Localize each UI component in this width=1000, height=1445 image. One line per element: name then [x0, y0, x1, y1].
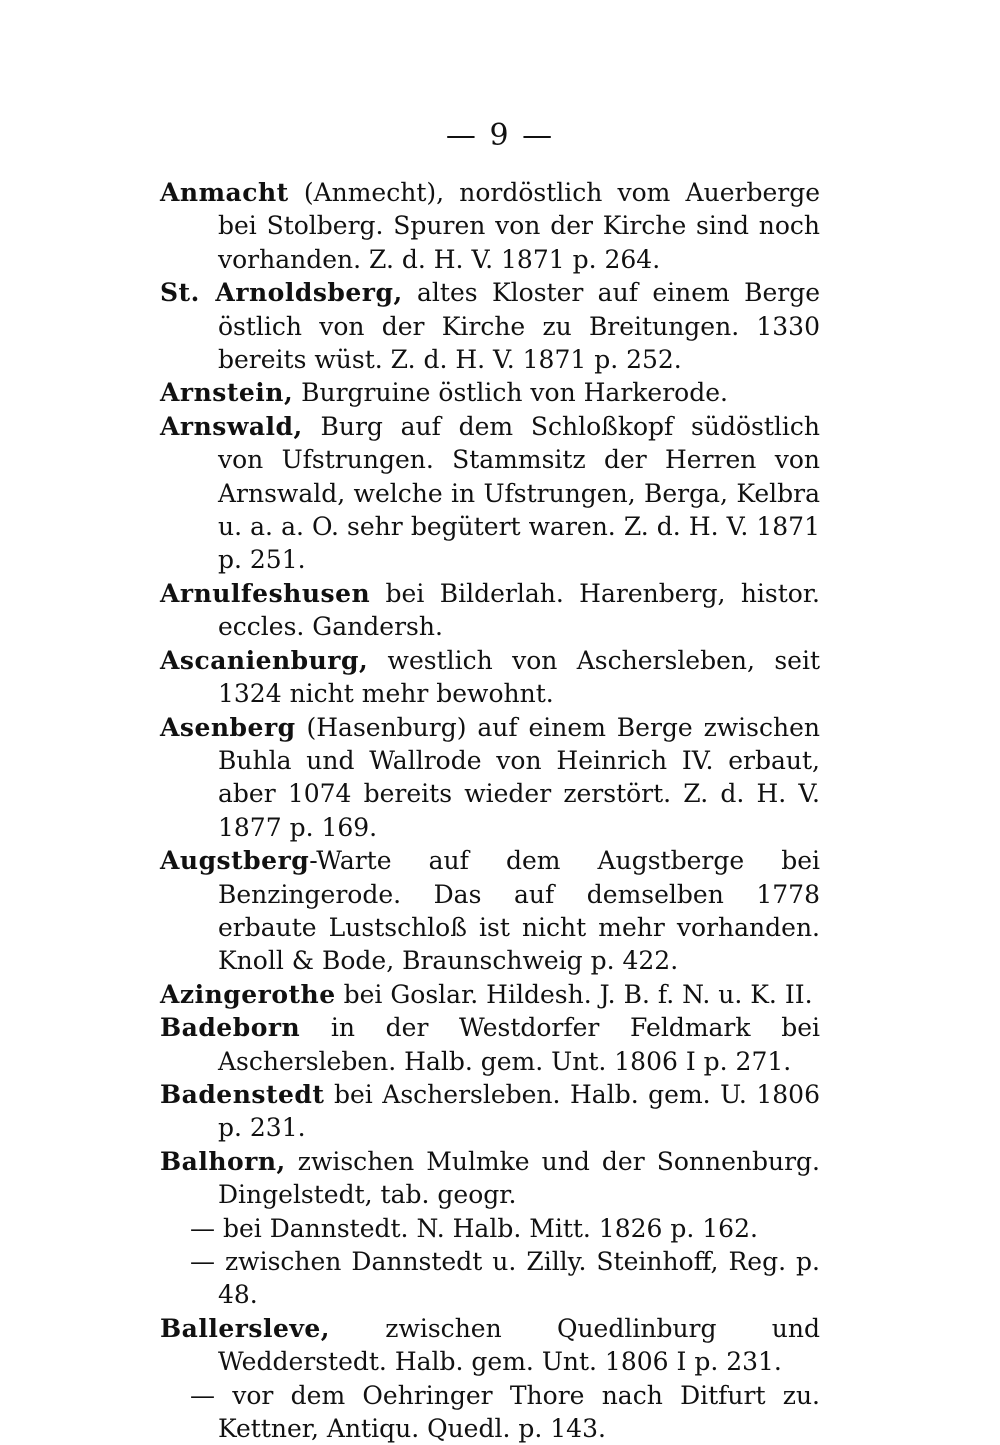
- entry-headword: Arnswald,: [160, 411, 303, 441]
- entry-azingerothe: [160, 978, 820, 1011]
- entry-text: zwischen Quedlinburg und Wedderstedt. Halb. gem. Unt. 1806 I p. 231.: [218, 1313, 820, 1377]
- entry-text: -Warte auf dem Augstberge bei Benzingerode. Das auf demselben 1778 erbaute Lustschloß ist nicht mehr vorhanden. Knoll & Bode, Braunschweig p. 422.: [218, 846, 820, 976]
- entry-text: bei Bilderlah. Harenberg, histor. eccles. Gandersh.: [218, 578, 820, 642]
- entry-st-arnoldsberg: [160, 276, 820, 376]
- entry-arnstein: [160, 376, 820, 409]
- entry-arnulfeshusen: [160, 577, 820, 644]
- entry-headword: Arnulfeshusen: [160, 578, 371, 608]
- entry-headword: Balhorn,: [160, 1146, 286, 1176]
- entry-headword: Badeborn: [160, 1013, 301, 1043]
- entry-ascanienburg: [160, 644, 820, 711]
- entry-text: (Hasenburg) auf einem Berge zwischen Buhla und Wallrode von Heinrich IV. erbaut, aber 1074 bereits wieder zerstört. Z. d. H. V. 1877 p. 169.: [218, 712, 820, 842]
- entry-ballersleve: [160, 1312, 820, 1379]
- entry-text: — vor dem Oehringer Thore nach Ditfurt zu. Kettner, Antiqu. Quedl. p. 143.: [190, 1380, 820, 1444]
- entry-badeborn: [160, 1011, 820, 1078]
- entry-headword: Ballersleve,: [160, 1313, 331, 1343]
- entry-list: [160, 176, 820, 1445]
- entry-text: — zwischen Dannstedt u. Zilly. Steinhoff, Reg. p. 48.: [190, 1247, 820, 1310]
- entry-headword: Asenberg: [160, 712, 296, 742]
- entry-headword: Anmacht: [160, 178, 289, 207]
- entry-text: Burg auf dem Schloßkopf südöstlich von Ufstrungen. Stammsitz der Herren von Arnswald, welche in Ufstrungen, Berga, Kelbra u. a. a. O. sehr begütert waren. Z. d. H. V. 1871 p. 251.: [218, 411, 820, 575]
- entry-text: bei Aschersleben. Halb. gem. U. 1806 p. 231.: [218, 1079, 820, 1143]
- entry-headword: Ascanienburg,: [160, 645, 369, 675]
- entry-text: bei Goslar. Hildesh. J. B. f. N. u. K. II.: [335, 979, 813, 1009]
- entry-headword: Arnstein,: [160, 378, 294, 408]
- entry-balhorn: [160, 1145, 820, 1212]
- entry-headword: Augstberg: [160, 846, 310, 876]
- entry-text: (Anmecht), nordöstlich vom Auerberge bei Stolberg. Spuren von der Kirche sind noch vorhanden. Z. d. H. V. 1871 p. 264.: [218, 178, 820, 274]
- entry-headword: Azingerothe: [160, 979, 336, 1009]
- entry-text: — bei Dannstedt. N. Halb. Mitt. 1826 p. 162.: [190, 1213, 758, 1243]
- entry-asenberg: [160, 711, 820, 845]
- entry-anmacht: [160, 176, 820, 276]
- entry-text: zwischen Mulmke und der Sonnenburg. Dingelstedt, tab. geogr.: [218, 1146, 820, 1210]
- entry-badenstedt: [160, 1078, 820, 1145]
- entry-text: altes Kloster auf einem Berge östlich von der Kirche zu Breitungen. 1330 bereits wüst. Z. d. H. V. 1871 p. 252.: [218, 278, 820, 375]
- entry-headword: St. Arnoldsberg,: [160, 278, 403, 308]
- entry-text: westlich von Aschersleben, seit 1324 nicht mehr bewohnt.: [218, 645, 820, 709]
- entry-text: in der Westdorfer Feldmark bei Aschersleben. Halb. gem. Unt. 1806 I p. 271.: [218, 1013, 820, 1076]
- entry-headword: Badenstedt: [160, 1079, 325, 1109]
- entry-balhorn-sub-2: [160, 1245, 820, 1312]
- entry-balhorn-sub-1: [160, 1212, 820, 1245]
- entry-text: Burgruine östlich von Harkerode.: [293, 378, 728, 408]
- page-number: — 9 —: [445, 118, 555, 153]
- entry-augstberg: [160, 844, 820, 978]
- entry-ballersleve-sub-1: [160, 1379, 820, 1445]
- entry-arnswald: [160, 410, 820, 577]
